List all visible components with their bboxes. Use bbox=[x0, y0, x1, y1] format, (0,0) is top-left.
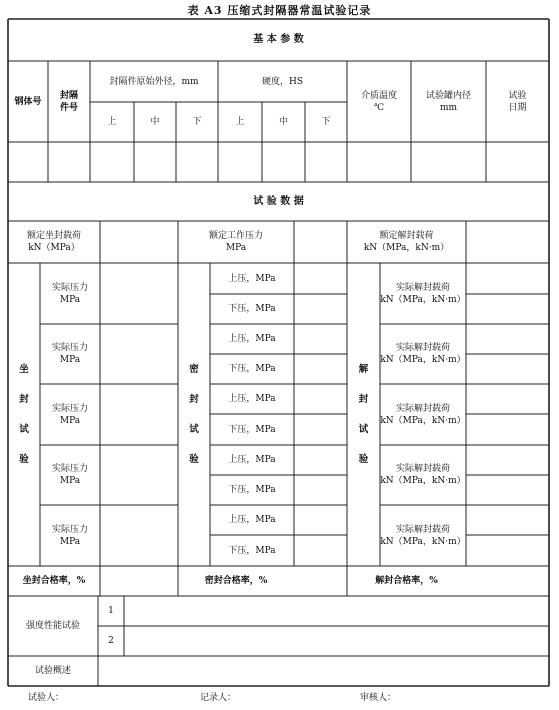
recorder-signature-label: 记录人： bbox=[200, 693, 237, 703]
lower-pressure-label: 下压，MPa bbox=[228, 485, 276, 495]
tester-signature-label: 试验人： bbox=[28, 693, 65, 703]
upper-pressure-label: 上压，MPa bbox=[228, 515, 276, 525]
seal-test-char: 试 bbox=[189, 423, 199, 435]
test-date-header: 试验 日期 bbox=[508, 90, 527, 113]
hardness-header: 硬度，HS bbox=[261, 76, 303, 87]
steel-body-no-header: 钢体号 bbox=[14, 96, 42, 107]
actual-release-load-label: 实际解封载荷 kN（MPa，kN·m） bbox=[380, 343, 466, 365]
rated-pressure-header: 额定工作压力 MPa bbox=[208, 231, 263, 253]
hardness-middle: 中 bbox=[278, 117, 288, 127]
upper-pressure-label: 上压，MPa bbox=[228, 394, 276, 404]
release-test-char: 解 bbox=[358, 363, 369, 375]
tank-bore-header: 试验罐内径 mm bbox=[425, 90, 471, 113]
packer-no-header: 封隔 件号 bbox=[59, 90, 78, 113]
seat-test-char: 验 bbox=[19, 453, 29, 465]
lower-pressure-label: 下压，MPa bbox=[228, 424, 276, 435]
lower-pressure-label: 下压，MPa bbox=[228, 304, 276, 314]
seal-test-char: 封 bbox=[189, 393, 199, 405]
seal-test-char: 密 bbox=[189, 363, 199, 375]
actual-pressure-label: 实际压力 MPa bbox=[51, 282, 88, 305]
page-title: 表 A3 压缩式封隔器常温试验记录 bbox=[187, 4, 372, 17]
actual-pressure-label: 实际压力 MPa bbox=[51, 524, 88, 547]
test-summary-label: 试验概述 bbox=[34, 666, 71, 676]
od-upper: 上 bbox=[107, 117, 117, 127]
reviewer-signature-label: 审核人： bbox=[360, 693, 397, 703]
actual-pressure-label: 实际压力 MPa bbox=[51, 464, 88, 486]
seat-test-char: 试 bbox=[19, 423, 29, 435]
rated-seat-load-header: 额定坐封载荷 kN（MPa） bbox=[26, 231, 81, 253]
lower-pressure-label: 下压，MPa bbox=[228, 364, 276, 374]
seat-test-char: 坐 bbox=[19, 363, 29, 375]
test-data-header: 试 验 数 据 bbox=[253, 195, 304, 207]
release-test-char: 封 bbox=[358, 393, 369, 405]
hardness-lower: 下 bbox=[321, 117, 331, 127]
strength-test-label: 强度性能试验 bbox=[25, 621, 80, 631]
seat-test-label bbox=[8, 263, 40, 566]
medium-temp-header: 介质温度 ℃ bbox=[360, 90, 397, 113]
strength-row-number: 1 bbox=[108, 606, 114, 616]
seal-pass-rate-label: 密封合格率，% bbox=[204, 576, 268, 586]
release-test-char: 试 bbox=[358, 423, 369, 435]
seal-test-label bbox=[178, 263, 210, 566]
seal-test-char: 验 bbox=[189, 453, 199, 465]
od-lower: 下 bbox=[192, 117, 202, 127]
hardness-upper: 上 bbox=[235, 117, 245, 127]
upper-pressure-label: 上压，MPa bbox=[228, 273, 276, 284]
upper-pressure-label: 上压，MPa bbox=[228, 455, 276, 465]
rated-release-load-header: 额定解封载荷 kN（MPa，kN·m） bbox=[363, 231, 450, 253]
lower-pressure-label: 下压，MPa bbox=[228, 545, 276, 556]
actual-release-load-label: 实际解封载荷 kN（MPa，kN·m） bbox=[380, 282, 466, 305]
actual-pressure-label: 实际压力 MPa bbox=[51, 343, 88, 365]
packer-od-header: 封隔件原始外径，mm bbox=[109, 76, 199, 87]
seat-test-char: 封 bbox=[19, 393, 29, 405]
strength-row-number: 2 bbox=[108, 636, 114, 646]
basic-params-header: 基 本 参 数 bbox=[253, 34, 304, 45]
release-test-char: 验 bbox=[358, 453, 369, 465]
upper-pressure-label: 上压，MPa bbox=[228, 334, 276, 344]
release-test-label bbox=[347, 263, 380, 566]
actual-release-load-label: 实际解封载荷 kN（MPa，kN·m） bbox=[380, 464, 466, 486]
actual-release-load-label: 实际解封载荷 kN（MPa，kN·m） bbox=[380, 524, 466, 547]
seat-pass-rate-label: 坐封合格率，% bbox=[22, 576, 86, 586]
actual-release-load-label: 实际解封载荷 kN（MPa，kN·m） bbox=[380, 403, 466, 426]
release-pass-rate-label: 解封合格率，% bbox=[375, 576, 438, 586]
actual-pressure-label: 实际压力 MPa bbox=[51, 403, 88, 426]
od-middle: 中 bbox=[150, 117, 160, 127]
